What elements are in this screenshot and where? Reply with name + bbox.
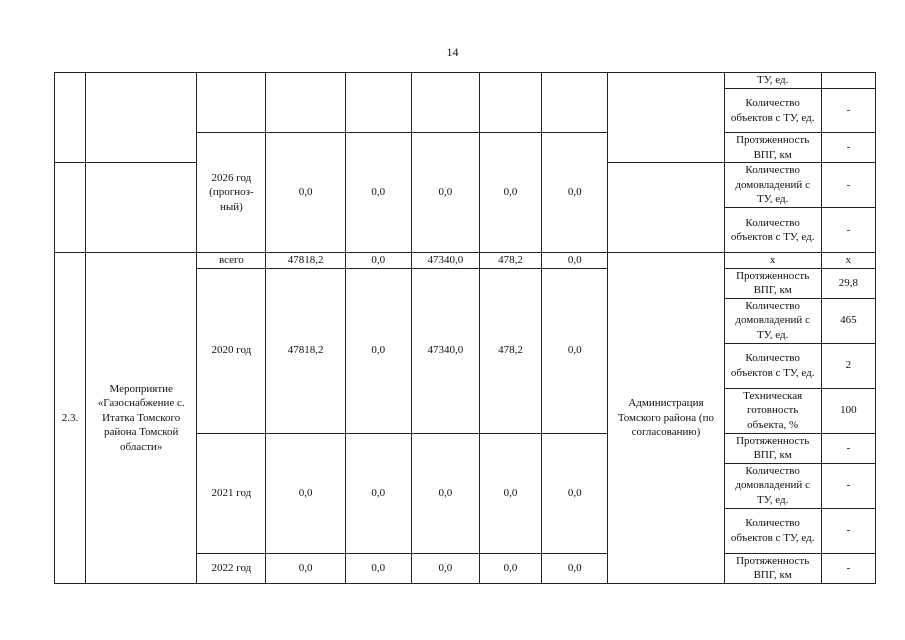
indicator-cell: Количество объектов с ТУ, ед. — [724, 208, 821, 253]
item-name: Мероприятие «Газоснабжение с. Итатка Томского района Томской области» — [86, 253, 197, 584]
item-number: 2.3. — [55, 253, 86, 584]
indicator-value: - — [821, 463, 875, 508]
value-cell: 0,0 — [542, 268, 608, 433]
name-cell-cont — [86, 73, 197, 163]
indicator-value: - — [821, 433, 875, 463]
indicator-value: 465 — [821, 298, 875, 343]
value-cell: 0,0 — [266, 133, 345, 253]
value-cell: 0,0 — [542, 433, 608, 553]
indicator-cell: Количество домовладений с ТУ, ед. — [724, 163, 821, 208]
indicator-value: 29,8 — [821, 268, 875, 298]
indicator-cell: Количество объектов с ТУ, ед. — [724, 508, 821, 553]
value-cell: 47340,0 — [411, 268, 479, 433]
number-cell-cont — [55, 73, 86, 163]
value-cell: 478,2 — [479, 268, 541, 433]
value-cell: 0,0 — [542, 553, 608, 583]
indicator-cell: ТУ, ед. — [724, 73, 821, 89]
indicator-value: 2 — [821, 343, 875, 388]
value-cell: 47818,2 — [266, 253, 345, 269]
year-cell-cont — [197, 73, 266, 133]
indicator-value: х — [821, 253, 875, 269]
value-cell: 0,0 — [479, 553, 541, 583]
value-cell: 0,0 — [411, 133, 479, 253]
year-cell: 2020 год — [197, 268, 266, 433]
value-cell: 47340,0 — [411, 253, 479, 269]
value-cell: 0,0 — [345, 268, 411, 433]
indicator-cell: Количество домовладений с ТУ, ед. — [724, 298, 821, 343]
indicator-value: - — [821, 133, 875, 163]
value-cell: 0,0 — [345, 133, 411, 253]
value-cell: 0,0 — [345, 553, 411, 583]
indicator-value: - — [821, 89, 875, 133]
indicator-cell: Протяженность ВПГ, км — [724, 553, 821, 583]
indicator-cell: Техническая готовность объекта, % — [724, 388, 821, 433]
value-cell: 478,2 — [479, 253, 541, 269]
value-cell: 0,0 — [542, 133, 608, 253]
indicator-value: - — [821, 208, 875, 253]
indicator-value: - — [821, 553, 875, 583]
page-number: 14 — [446, 45, 459, 59]
value-cell: 0,0 — [479, 133, 541, 253]
value-cell: 47818,2 — [266, 268, 345, 433]
value-cell: 0,0 — [345, 253, 411, 269]
year-cell: 2021 год — [197, 433, 266, 553]
value-cell: 0,0 — [266, 433, 345, 553]
indicator-value: - — [821, 163, 875, 208]
table-row — [55, 253, 876, 269]
value-cell: 0,0 — [542, 253, 608, 269]
org-cell-cont — [608, 73, 724, 163]
table-row — [55, 73, 876, 89]
indicator-cell: Протяженность ВПГ, км — [724, 433, 821, 463]
indicator-cell: Количество объектов с ТУ, ед. — [724, 89, 821, 133]
year-cell: 2026 год (прогноз-ный) — [197, 133, 266, 253]
value-cell: 0,0 — [411, 433, 479, 553]
indicator-cell: Количество объектов с ТУ, ед. — [724, 343, 821, 388]
indicator-value — [821, 73, 875, 89]
value-cell: 0,0 — [345, 433, 411, 553]
year-cell: всего — [197, 253, 266, 269]
value-cell: 0,0 — [411, 553, 479, 583]
value-cell: 0,0 — [479, 433, 541, 553]
year-cell: 2022 год — [197, 553, 266, 583]
org-cell: Администрация Томского района (по согласованию) — [608, 253, 724, 584]
value-cell: 0,0 — [266, 553, 345, 583]
indicator-cell: Протяженность ВПГ, км — [724, 268, 821, 298]
indicator-cell: Протяженность ВПГ, км — [724, 133, 821, 163]
indicator-value: 100 — [821, 388, 875, 433]
program-table — [54, 72, 876, 584]
indicator-cell: х — [724, 253, 821, 269]
indicator-value: - — [821, 508, 875, 553]
indicator-cell: Количество домовладений с ТУ, ед. — [724, 463, 821, 508]
